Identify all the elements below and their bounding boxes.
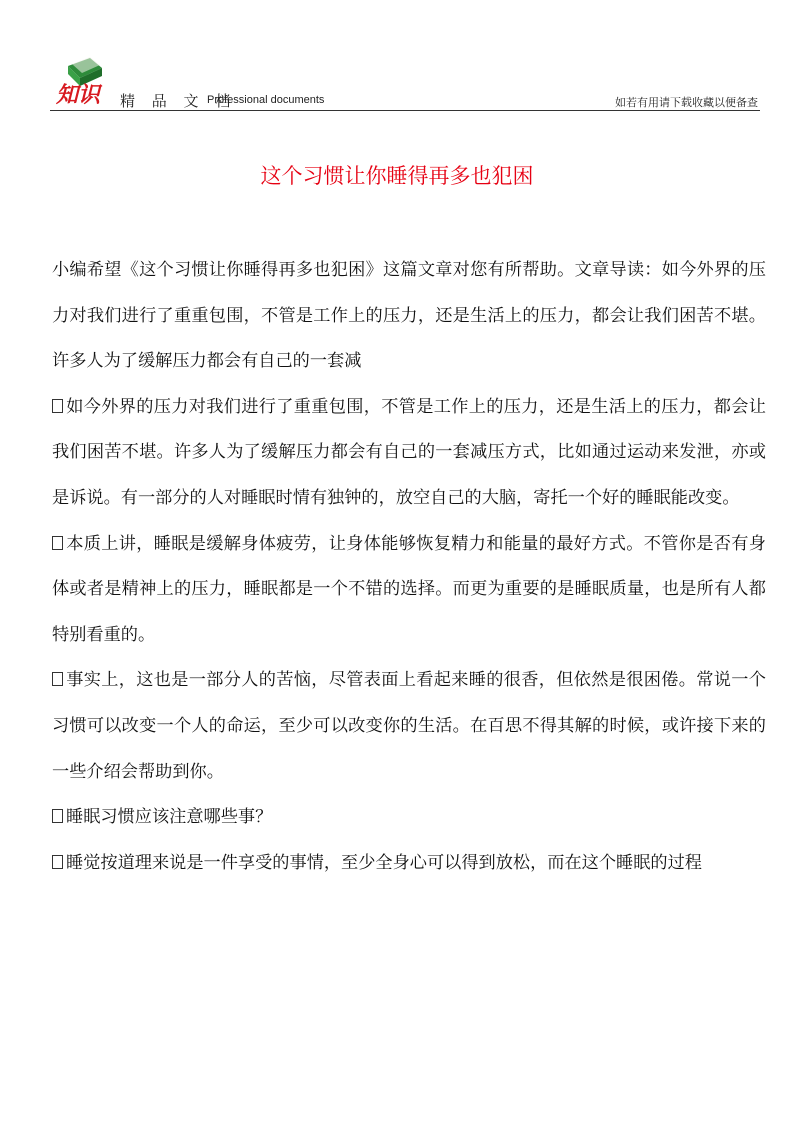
missing-glyph-box-icon bbox=[52, 536, 63, 550]
missing-glyph-box-icon bbox=[52, 809, 63, 823]
paragraph bbox=[52, 795, 766, 841]
paragraph-text: 事实上，这也是一部分人的苦恼，尽管表面上看起来睡的很香，但依然是很困倦。常说一个习惯可以改变一个人的命运，至少可以改变你的生活。在百思不得其解的时候，或许接下来的一些介绍会帮助到你。 bbox=[52, 670, 766, 782]
missing-glyph-box-icon bbox=[52, 399, 63, 413]
paragraph-text: 睡觉按道理来说是一件享受的事情，至少全身心可以得到放松，而在这个睡眠的过程 bbox=[66, 852, 702, 873]
paragraph-text: 如今外界的压力对我们进行了重重包围，不管是工作上的压力，还是生活上的压力，都会让我们困苦不堪。许多人为了缓解压力都会有自己的一套减压方式，比如通过运动来发泄，亦或是诉说。有一部分的人对睡眠时情有独钟的，放空自己的大脑，寄托一个好的睡眠能改变。 bbox=[52, 396, 766, 508]
paragraph bbox=[52, 841, 766, 887]
paragraph-text: 小编希望《这个习惯让你睡得再多也犯困》这篇文章对您有所帮助。文章导读：如今外界的压力对我们进行了重重包围，不管是工作上的压力，还是生活上的压力，都会让我们困苦不堪。许多人为了缓解压力都会有自己的一套减 bbox=[52, 260, 766, 372]
header-divider bbox=[50, 110, 760, 111]
zhishi-logo bbox=[50, 52, 120, 108]
header-note: 如若有用请下载收藏以便备查 bbox=[615, 96, 758, 109]
logo-lettering: 知识 bbox=[56, 82, 101, 108]
missing-glyph-box-icon bbox=[52, 855, 63, 869]
header-title: 精 品 文 档 bbox=[120, 92, 237, 110]
paragraph bbox=[52, 385, 766, 522]
paragraph bbox=[52, 522, 766, 659]
paragraph-text: 本质上讲，睡眠是缓解身体疲劳，让身体能够恢复精力和能量的最好方式。不管你是否有身体或者是精神上的压力，睡眠都是一个不错的选择。而更为重要的是睡眠质量，也是所有人都特别看重的。 bbox=[52, 533, 766, 645]
paragraph-text: 睡眠习惯应该注意哪些事？ bbox=[66, 807, 273, 828]
paragraph bbox=[52, 248, 766, 385]
missing-glyph-box-icon bbox=[52, 672, 63, 686]
document-body bbox=[52, 248, 766, 886]
page-header bbox=[50, 52, 760, 112]
header-subtitle: Professional documents bbox=[207, 94, 325, 106]
paragraph bbox=[52, 658, 766, 795]
document-title: 这个习惯让你睡得再多也犯困 bbox=[260, 164, 534, 188]
